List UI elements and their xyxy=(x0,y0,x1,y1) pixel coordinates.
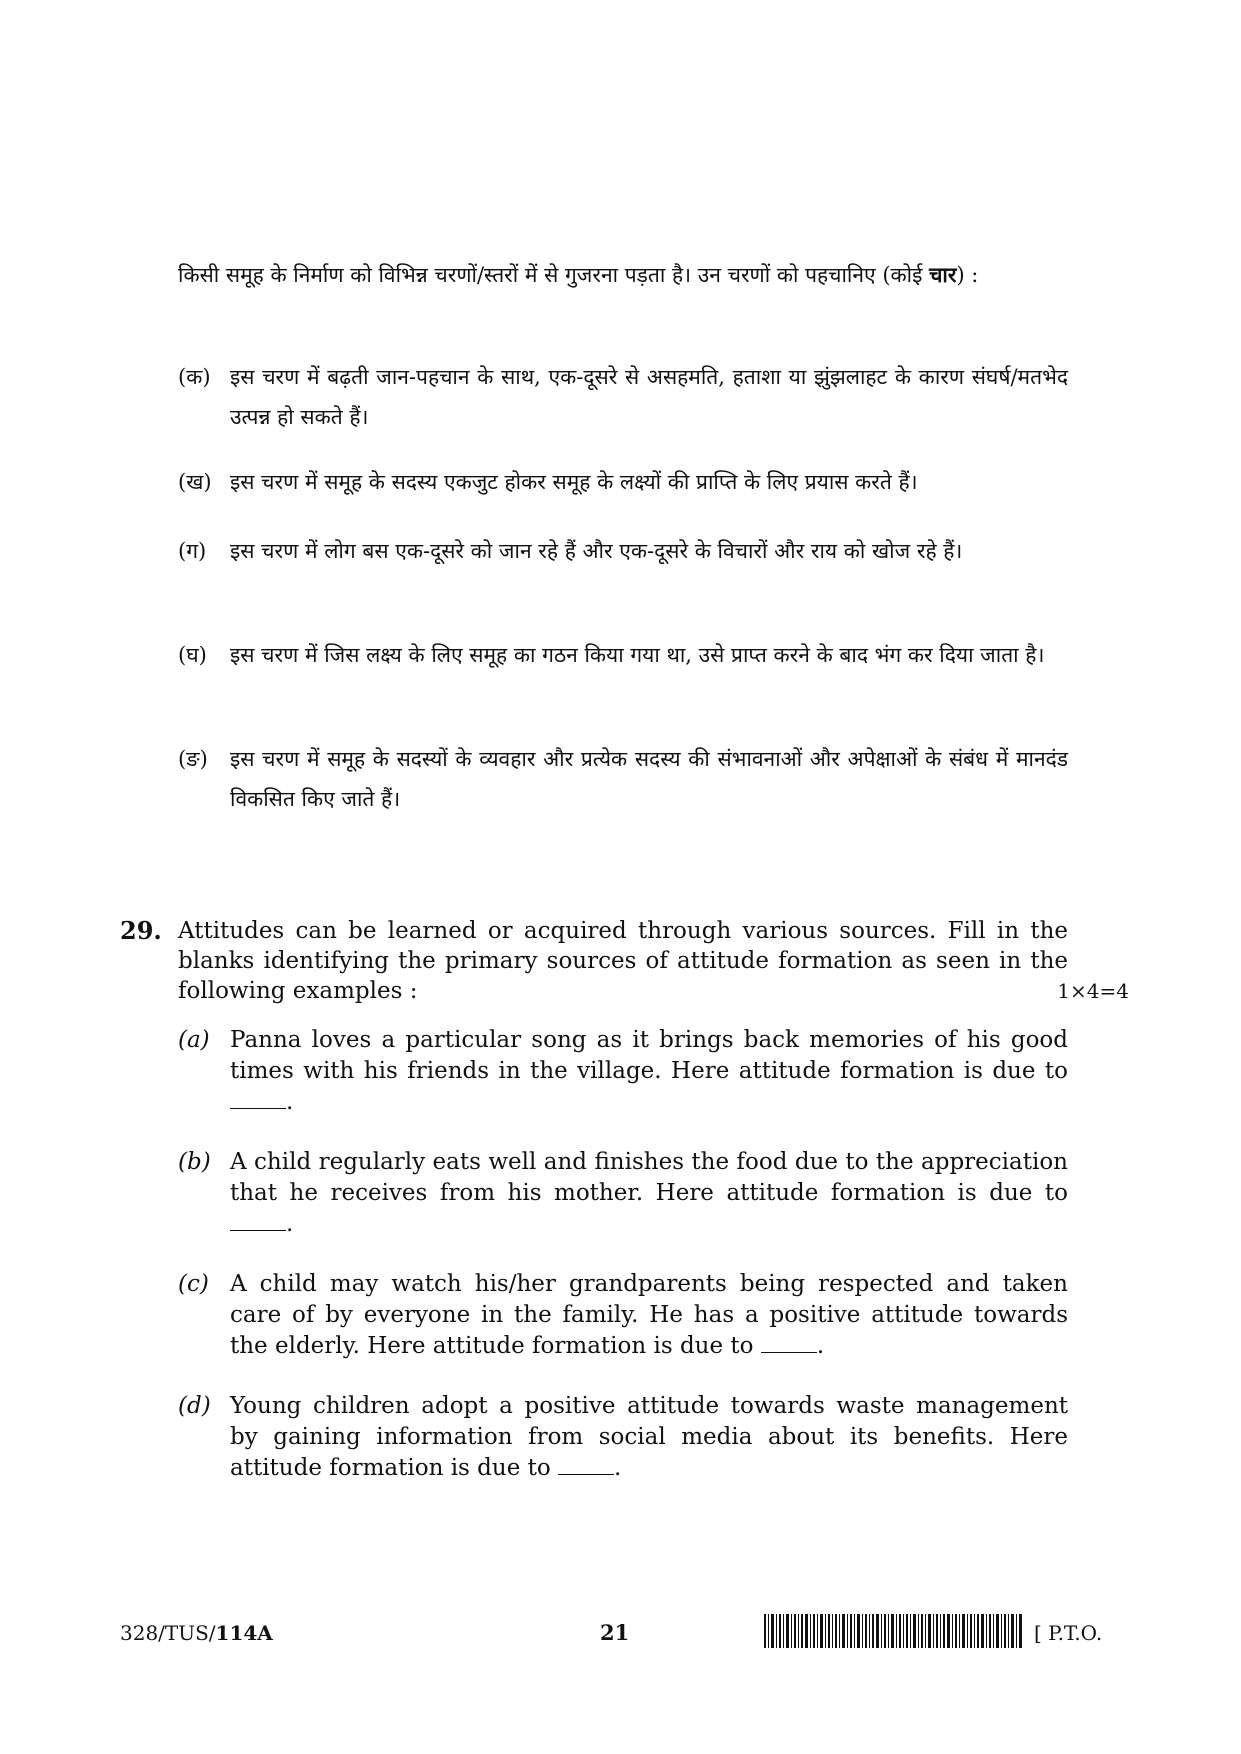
part-label: (d) xyxy=(178,1393,211,1419)
hindi-item-label: (घ) xyxy=(178,643,207,667)
part-label: (c) xyxy=(178,1271,209,1297)
hindi-item-text: इस चरण में समूह के सदस्य एकजुट होकर समूह के लक्ष्यों की प्राप्ति के लिए प्रयास करते हैं। xyxy=(230,470,918,494)
paper-code-bold: 114A xyxy=(215,1621,273,1645)
part-end: . xyxy=(816,1333,825,1359)
hindi-item-label: (ग) xyxy=(178,539,207,563)
question-part-c xyxy=(178,1269,1068,1362)
question-part-b xyxy=(178,1147,1068,1240)
hindi-item-text: इस चरण में बढ़ती जान-पहचान के साथ, एक-दूसरे से असहमति, हताशा या झुंझलाहट के कारण संघर्ष/मतभेद उत्पन्न हो सकते हैं। xyxy=(230,365,1068,429)
part-label: (a) xyxy=(178,1027,210,1053)
hindi-intro-text: किसी समूह के निर्माण को विभिन्न चरणों/स्तरों में से गुजरना पड़ता है। उन चरणों को पहचानिए (कोई xyxy=(178,263,930,287)
answer-blank xyxy=(230,1107,286,1109)
answer-blank xyxy=(558,1473,614,1475)
hindi-item-text: इस चरण में समूह के सदस्यों के व्यवहार और प्रत्येक सदस्य की संभावनाओं और अपेक्षाओं के संबंध में मानदंड विकसित किए जाते हैं। xyxy=(230,747,1068,811)
part-label: (b) xyxy=(178,1149,211,1175)
question-number: 29. xyxy=(120,916,162,945)
hindi-item-ga xyxy=(178,531,1068,571)
part-end: . xyxy=(286,1211,294,1237)
hindi-item-label: (ङ) xyxy=(178,747,208,771)
part-text: Panna loves a particular song as it brings back memories of his good times with his friends in the village. Here attitude formation is due to xyxy=(230,1027,1068,1084)
barcode-icon xyxy=(764,1614,1022,1648)
part-end: . xyxy=(614,1455,622,1481)
question-part-a xyxy=(178,1025,1068,1118)
paper-code xyxy=(120,1620,273,1646)
hindi-intro-end: ) : xyxy=(956,263,979,287)
hindi-item-text: इस चरण में लोग बस एक-दूसरे को जान रहे हैं और एक-दूसरे के विचारों और राय को खोज रहे हैं। xyxy=(230,539,963,563)
question-text: Attitudes can be learned or acquired through various sources. Fill in the blanks identifying the primary sources of attitude formation as seen in the following examples : xyxy=(178,918,1068,1004)
part-text: A child regularly eats well and finishes the food due to the appreciation that he receives from his mother. Here attitude formation is due to xyxy=(230,1149,1068,1206)
hindi-item-ka xyxy=(178,357,1068,437)
hindi-item-label: (क) xyxy=(178,365,211,389)
hindi-item-gha xyxy=(178,635,1068,675)
answer-blank xyxy=(230,1229,286,1231)
hindi-item-nga xyxy=(178,739,1068,819)
page-number: 21 xyxy=(600,1620,630,1645)
question-part-d xyxy=(178,1391,1068,1484)
pto-label: [ P.T.O. xyxy=(1034,1621,1103,1645)
hindi-intro-bold: चार xyxy=(929,262,957,287)
part-text: A child may watch his/her grandparents being respected and taken care of by everyone in the family. He has a positive attitude towards the elderly. Here attitude formation is due to xyxy=(230,1271,1068,1359)
hindi-question-intro xyxy=(178,255,1068,295)
paper-code-prefix: 328/TUS/ xyxy=(120,1621,216,1645)
question-marks: 1×4=4 xyxy=(1057,979,1129,1003)
part-text: Young children adopt a positive attitude towards waste management by gaining information from social media about its benefits. Here attitude formation is due to xyxy=(230,1393,1068,1481)
answer-blank xyxy=(761,1351,817,1353)
part-end: . xyxy=(286,1089,294,1115)
hindi-item-kha xyxy=(178,462,1068,502)
hindi-item-text: इस चरण में जिस लक्ष्य के लिए समूह का गठन किया गया था, उसे प्राप्त करने के बाद भंग कर दिया जाता है। xyxy=(230,643,1045,667)
hindi-item-label: (ख) xyxy=(178,470,212,494)
